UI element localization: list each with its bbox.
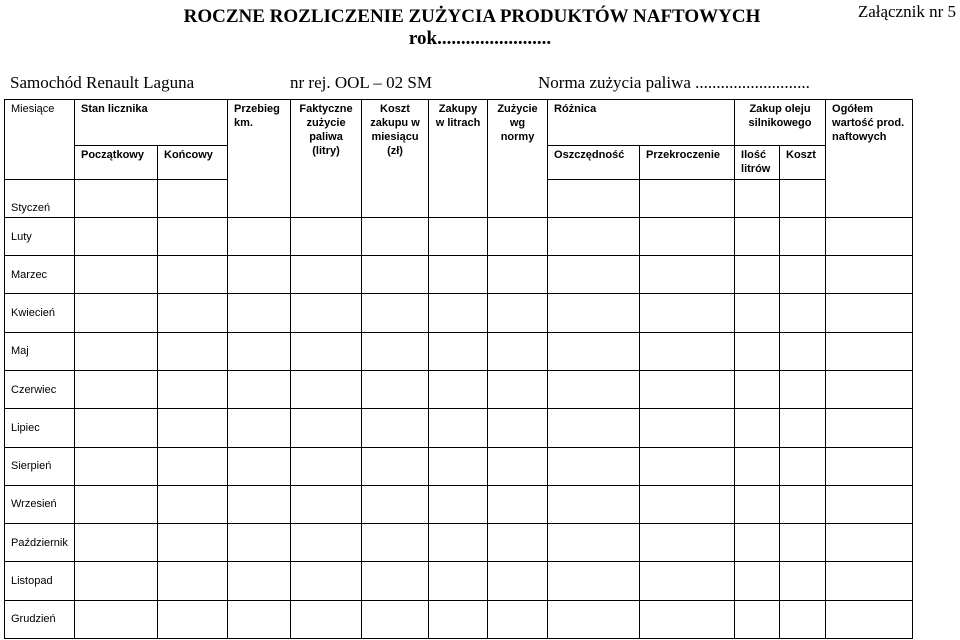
table-cell xyxy=(780,447,826,485)
table-cell xyxy=(548,485,640,523)
header-mileage: Przebieg km. xyxy=(228,100,291,218)
table-cell xyxy=(291,562,362,600)
table-cell xyxy=(826,332,913,370)
table-cell xyxy=(429,562,488,600)
table-cell xyxy=(826,600,913,638)
table-cell xyxy=(780,600,826,638)
table-cell xyxy=(362,217,429,255)
table-cell xyxy=(158,524,228,562)
table-cell xyxy=(362,524,429,562)
month-cell: Kwiecień xyxy=(5,294,75,332)
table-row xyxy=(5,217,913,255)
table-cell xyxy=(75,179,158,217)
month-cell: Listopad xyxy=(5,562,75,600)
table-cell xyxy=(548,256,640,294)
table-cell xyxy=(640,409,735,447)
table-cell xyxy=(291,332,362,370)
header-total-value: Ogółem wartość prod. naftowych xyxy=(826,100,913,218)
vehicle-info-line xyxy=(10,73,950,95)
table-cell xyxy=(362,485,429,523)
table-cell xyxy=(640,332,735,370)
table-cell xyxy=(640,562,735,600)
table-cell xyxy=(429,332,488,370)
table-cell xyxy=(548,294,640,332)
table-cell xyxy=(75,256,158,294)
header-savings: Oszczędność xyxy=(548,146,640,179)
table-cell xyxy=(228,370,291,408)
table-row xyxy=(5,562,913,600)
table-cell xyxy=(548,179,640,217)
table-cell xyxy=(158,256,228,294)
header-purchase-cost: Koszt zakupu w miesiącu (zł) xyxy=(362,100,429,218)
table-cell xyxy=(291,217,362,255)
table-cell xyxy=(429,485,488,523)
table-cell xyxy=(780,294,826,332)
table-cell xyxy=(826,217,913,255)
table-cell xyxy=(780,562,826,600)
table-cell xyxy=(362,294,429,332)
table-cell xyxy=(488,217,548,255)
table-cell xyxy=(640,256,735,294)
table-cell xyxy=(158,370,228,408)
registration-number: nr rej. OOL – 02 SM xyxy=(290,73,432,92)
table-cell xyxy=(158,600,228,638)
month-cell: Lipiec xyxy=(5,409,75,447)
table-row xyxy=(5,447,913,485)
table-cell xyxy=(228,256,291,294)
table-cell xyxy=(780,524,826,562)
table-cell xyxy=(488,600,548,638)
table-cell xyxy=(735,524,780,562)
table-cell xyxy=(488,370,548,408)
table-cell xyxy=(158,294,228,332)
annex-label: Załącznik nr 5 xyxy=(857,2,956,21)
table-cell xyxy=(780,370,826,408)
table-cell xyxy=(291,370,362,408)
table-cell xyxy=(548,447,640,485)
table-cell xyxy=(826,562,913,600)
table-cell xyxy=(826,409,913,447)
table-cell xyxy=(75,332,158,370)
table-cell xyxy=(158,485,228,523)
table-cell xyxy=(735,370,780,408)
table-cell xyxy=(158,409,228,447)
table-cell xyxy=(735,409,780,447)
table-cell xyxy=(429,447,488,485)
header-meter-start: Początkowy xyxy=(75,146,158,179)
table-cell xyxy=(548,217,640,255)
table-cell xyxy=(228,217,291,255)
month-cell: Wrzesień xyxy=(5,485,75,523)
table-cell xyxy=(488,332,548,370)
table-cell xyxy=(75,485,158,523)
table-cell xyxy=(228,524,291,562)
table-row xyxy=(5,294,913,332)
table-cell xyxy=(826,256,913,294)
table-cell xyxy=(826,370,913,408)
table-cell xyxy=(548,562,640,600)
table-cell xyxy=(75,370,158,408)
table-cell xyxy=(362,256,429,294)
table-cell xyxy=(640,370,735,408)
table-row xyxy=(5,524,913,562)
month-cell: Luty xyxy=(5,217,75,255)
table-cell xyxy=(640,179,735,217)
table-cell xyxy=(228,447,291,485)
table-cell xyxy=(75,294,158,332)
table-cell xyxy=(429,217,488,255)
header-overrun: Przekroczenie xyxy=(640,146,735,179)
title-line-1: ROCZNE ROZLICZENIE ZUŻYCIA PRODUKTÓW NAFTOWYCH xyxy=(183,6,761,27)
table-cell xyxy=(826,524,913,562)
table-cell xyxy=(826,447,913,485)
table-cell xyxy=(780,217,826,255)
table-cell xyxy=(488,562,548,600)
fuel-norm: Norma zużycia paliwa ........................... xyxy=(538,73,810,92)
title-line-2: rok........................ xyxy=(408,28,552,49)
table-cell xyxy=(735,256,780,294)
table-cell xyxy=(75,524,158,562)
table-cell xyxy=(291,485,362,523)
table-cell xyxy=(291,256,362,294)
table-cell xyxy=(228,562,291,600)
table-cell xyxy=(548,409,640,447)
table-cell xyxy=(826,294,913,332)
month-cell: Październik xyxy=(5,524,75,562)
table-row xyxy=(5,370,913,408)
table-cell xyxy=(158,179,228,217)
table-cell xyxy=(75,447,158,485)
table-cell xyxy=(780,485,826,523)
month-cell: Czerwiec xyxy=(5,370,75,408)
table-cell xyxy=(158,562,228,600)
table-cell xyxy=(735,179,780,217)
header-oil-cost: Koszt xyxy=(780,146,826,179)
header-meter-end: Końcowy xyxy=(158,146,228,179)
table-cell xyxy=(228,600,291,638)
header-actual-fuel: Faktyczne zużycie paliwa (litry) xyxy=(291,100,362,218)
table-cell xyxy=(362,370,429,408)
table-cell xyxy=(362,332,429,370)
table-cell xyxy=(158,447,228,485)
table-cell xyxy=(488,485,548,523)
table-cell xyxy=(75,409,158,447)
table-cell xyxy=(362,409,429,447)
header-difference: Różnica xyxy=(548,100,735,146)
table-cell xyxy=(735,562,780,600)
table-cell xyxy=(640,294,735,332)
table-cell xyxy=(429,370,488,408)
table-cell xyxy=(735,485,780,523)
header-purchases-liters: Zakupy w litrach xyxy=(429,100,488,218)
vehicle-name: Samochód Renault Laguna xyxy=(10,73,195,92)
header-meter: Stan licznika xyxy=(75,100,228,146)
table-cell xyxy=(362,600,429,638)
table-cell xyxy=(640,600,735,638)
table-cell xyxy=(780,256,826,294)
month-cell: Styczeń xyxy=(5,179,75,217)
document-title xyxy=(0,6,960,50)
table-cell xyxy=(362,562,429,600)
table-cell xyxy=(75,217,158,255)
table-cell xyxy=(75,600,158,638)
table-cell xyxy=(429,409,488,447)
header-months: Miesiące xyxy=(5,100,75,180)
consumption-table xyxy=(4,99,913,639)
table-cell xyxy=(429,256,488,294)
header-oil-purchase: Zakup oleju silnikowego xyxy=(735,100,826,146)
table-row xyxy=(5,600,913,638)
table-row xyxy=(5,409,913,447)
table-row xyxy=(5,256,913,294)
table-cell xyxy=(735,447,780,485)
header-oil-liters: Ilość litrów xyxy=(735,146,780,179)
table-cell xyxy=(228,294,291,332)
table-cell xyxy=(640,217,735,255)
header-norm-usage: Zużycie wg normy xyxy=(488,100,548,218)
table-cell xyxy=(548,600,640,638)
table-row xyxy=(5,332,913,370)
table-cell xyxy=(780,179,826,217)
table-cell xyxy=(228,409,291,447)
table-cell xyxy=(488,294,548,332)
table-cell xyxy=(75,562,158,600)
month-cell: Marzec xyxy=(5,256,75,294)
table-cell xyxy=(291,600,362,638)
table-cell xyxy=(291,447,362,485)
table-row xyxy=(5,485,913,523)
month-cell: Grudzień xyxy=(5,600,75,638)
table-cell xyxy=(735,600,780,638)
table-cell xyxy=(488,524,548,562)
table-cell xyxy=(735,294,780,332)
table-cell xyxy=(429,294,488,332)
table-cell xyxy=(228,332,291,370)
table-cell xyxy=(548,370,640,408)
table-cell xyxy=(291,524,362,562)
table-cell xyxy=(488,256,548,294)
table-cell xyxy=(735,332,780,370)
table-cell xyxy=(158,332,228,370)
table-cell xyxy=(640,524,735,562)
table-cell xyxy=(429,600,488,638)
table-cell xyxy=(735,217,780,255)
table-cell xyxy=(640,485,735,523)
table-cell xyxy=(548,524,640,562)
table-cell xyxy=(548,332,640,370)
table-cell xyxy=(640,447,735,485)
table-cell xyxy=(158,217,228,255)
table-cell xyxy=(488,447,548,485)
table-cell xyxy=(488,409,548,447)
table-cell xyxy=(780,409,826,447)
month-cell: Maj xyxy=(5,332,75,370)
table-cell xyxy=(362,447,429,485)
table-cell xyxy=(429,524,488,562)
table-cell xyxy=(826,485,913,523)
table-cell xyxy=(228,485,291,523)
table-cell xyxy=(291,294,362,332)
table-cell xyxy=(780,332,826,370)
month-cell: Sierpień xyxy=(5,447,75,485)
table-cell xyxy=(291,409,362,447)
